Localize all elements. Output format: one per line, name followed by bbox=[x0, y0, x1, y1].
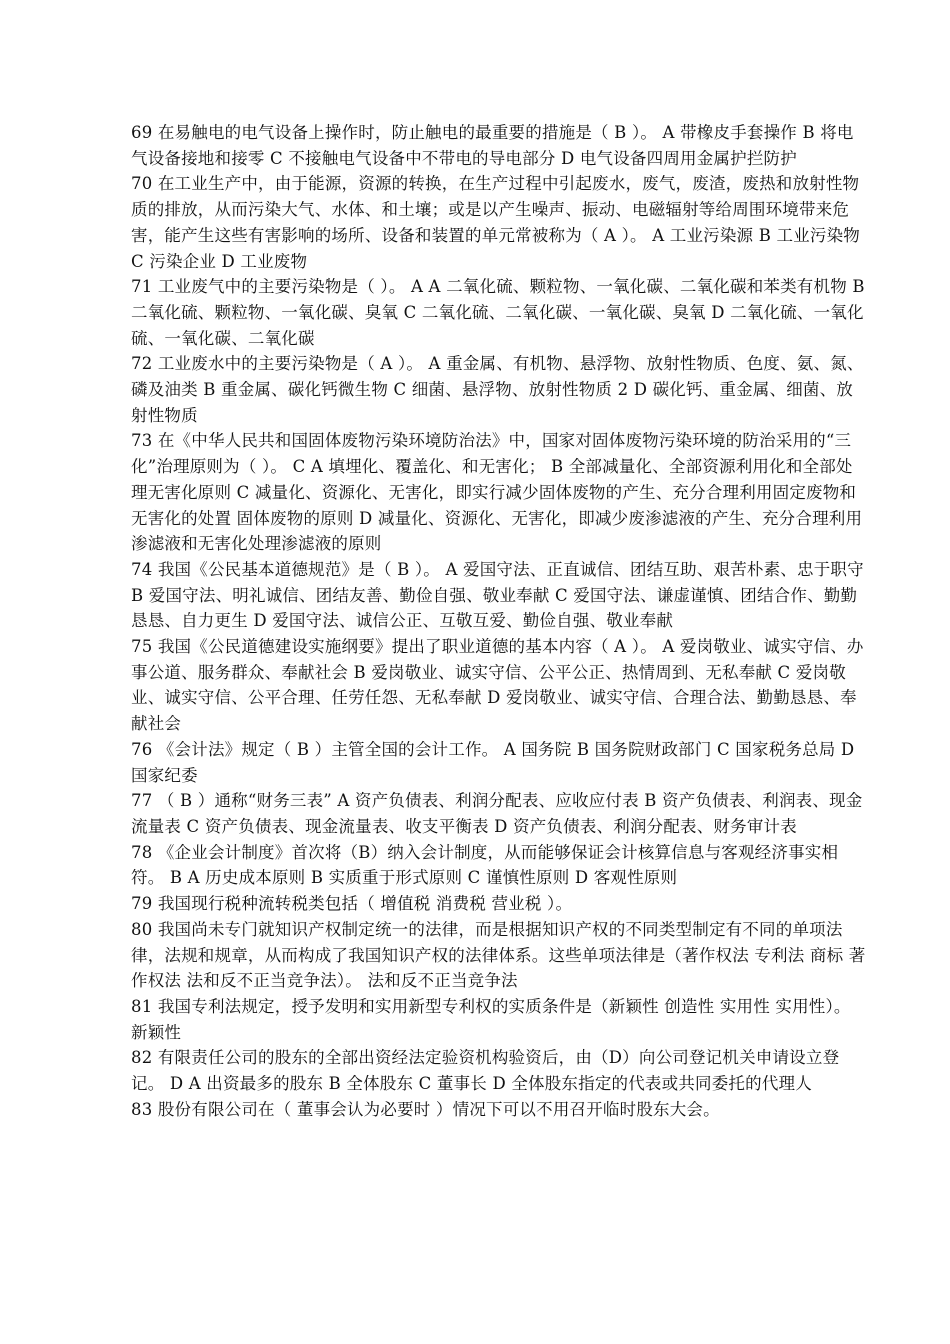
question-73: 73 在《中华人民共和国固体废物污染环境防治法》中，国家对固体废物污染环境的防治采用的“三 化”治理原则为（ ）。 C A 填埋化、覆盖化、和无害化； B 全部减量化、全部资源利用化和全部处理无害化原则 C 减量化、资源化、无害化，即实行减少固体废物的产生、充分合理利用固定废物和无害化的处置 固体废物的原则 D 减量化、资源化、无害化，即减少废渗滤液的产生、充分合理利用渗滤液和无害化处理渗滤液的原则 bbox=[131, 431, 863, 554]
question-78: 78 《企业会计制度》首次将（B）纳入会计制度，从而能够保证会计核算信息与客观经济事实相符。 B A 历史成本原则 B 实质重于形式原则 C 谨慎性原则 D 客观性原则 bbox=[131, 842, 839, 888]
question-77: 77 （ B ）通称“财务三表” A 资产负债表、利润分配表、应收应付表 B 资产负债表、利润表、现金流量表 C 资产负债表、现金流量表、收支平衡表 D 资产负债表、利润分配表、财务审计表 bbox=[131, 791, 863, 836]
question-81: 81 我国专利法规定，授予发明和实用新型专利权的实质条件是（新颖性 创造性 实用性 实用性）。 新颖性 bbox=[131, 996, 851, 1042]
question-71: 71 工业废气中的主要污染物是（ ）。 A A 二氧化硫、颗粒物、一氧化碳、二氧化碳和苯类有机物 B 二氧化硫、颗粒物、一氧化碳、臭氧 C 二氧化硫、二氧化碳、一氧化碳、臭氧 D 二氧化硫、一氧化硫、一氧化碳、二氧化碳 bbox=[131, 277, 865, 348]
question-69: 69 在易触电的电气设备上操作时，防止触电的最重要的措施是（ B ）。 A 带橡皮手套操作 B 将电气设备接地和接零 C 不接触电气设备中不带电的导电部分 D 电气设备四周用金属护拦防护 bbox=[131, 123, 854, 168]
question-75: 75 我国《公民道德建设实施纲要》提出了职业道德的基本内容（ A ）。 A 爱岗敬业、诚实守信、办事公道、服务群众、奉献社会 B 爱岗敬业、诚实守信、公平公正、热情周到、无私奉献 C 爱岗敬业、诚实守信、公平合理、任劳任怨、无私奉献 D 爱岗敬业、诚实守信、合理合法、勤勤恳恳、奉献社会 bbox=[131, 637, 864, 734]
question-72: 72 工业废水中的主要污染物是（ A ）。 A 重金属、有机物、悬浮物、放射性物质、色度、氨、氮、磷及油类 B 重金属、碳化钙微生物 C 细菌、悬浮物、放射性物质 2 D 碳化钙、重金属、细菌、放射性物质 bbox=[131, 354, 864, 425]
question-79: 79 我国现行税种流转税类包括（ 增值税 消费税 营业税 ）。 bbox=[131, 894, 573, 914]
question-76: 76 《会计法》规定（ B ）主管全国的会计工作。 A 国务院 B 国务院财政部门 C 国家税务总局 D 国家纪委 bbox=[131, 739, 855, 785]
document-body bbox=[131, 120, 866, 1122]
question-82: 82 有限责任公司的股东的全部出资经法定验资机构验资后，由（D）向公司登记机关申请设立登记。 D A 出资最多的股东 B 全体股东 C 董事长 D 全体股东指定的代表或共同委托的代理人 bbox=[131, 1048, 840, 1094]
question-83: 83 股份有限公司在（ 董事会认为必要时 ）情况下可以不用召开临时股东大会。 bbox=[131, 1099, 720, 1119]
question-80: 80 我国尚未专门就知识产权制定统一的法律，而是根据知识产权的不同类型制定有不同的单项法 律，法规和规章，从而构成了我国知识产权的法律体系。这些单项法律是（著作权法 专利法 商标 著作权法 法和反不正当竞争法）。 法和反不正当竞争法 bbox=[131, 919, 866, 991]
question-70: 70 在工业生产中，由于能源，资源的转换，在生产过程中引起废水，废气，废渣，废热和放射性物 质的排放，从而污染大气、水体、和土壤；或是以产生噪声、振动、电磁辐射等给周围环境带来危 害，能产生这些有害影响的场所、设备和装置的单元常被称为（ A ）。 A 工业污染源 B 工业污染物 C 污染企业 D 工业废物 bbox=[131, 174, 860, 271]
question-74: 74 我国《公民基本道德规范》是（ B ）。 A 爱国守法、正直诚信、团结互助、艰苦朴素、忠于职守 B 爱国守法、明礼诚信、团结友善、勤俭自强、敬业奉献 C 爱国守法、谦虚谨慎、团结合作、勤勤恳恳、自力更生 D 爱国守法、诚信公正、互敬互爱、勤俭自强、敬业奉献 bbox=[131, 559, 864, 631]
